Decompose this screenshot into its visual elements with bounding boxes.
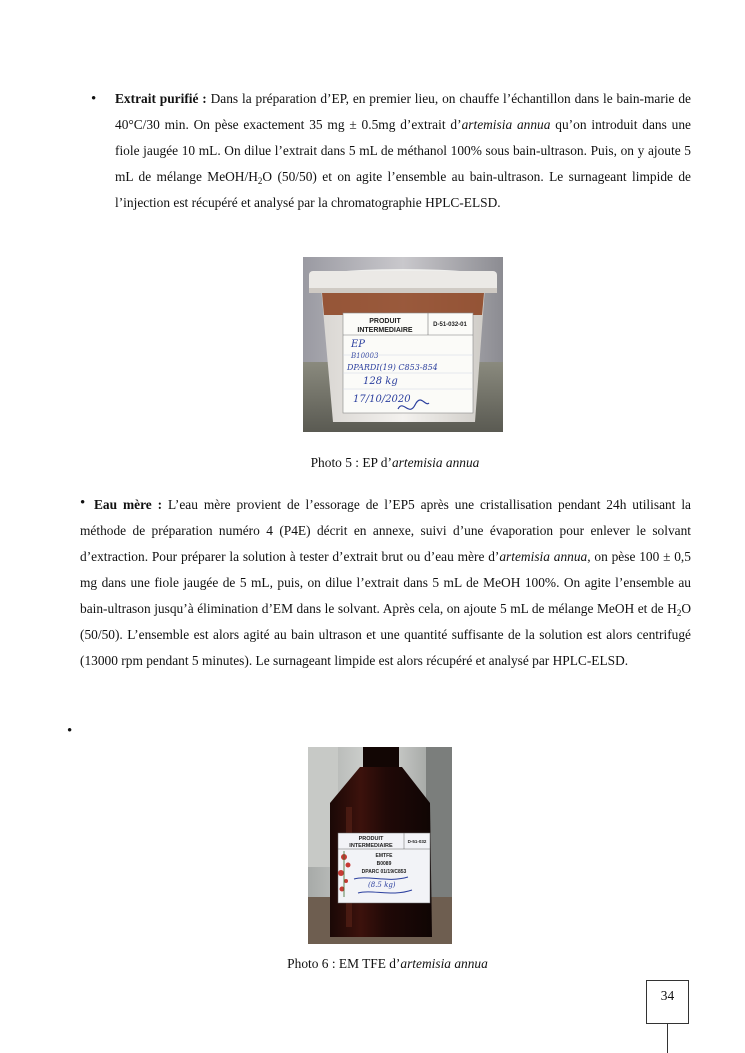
photo-em-bottle [308,747,452,944]
label-code: D-51-032 [407,839,427,844]
label-line: B0089 [376,861,392,867]
label-intermediaire: INTERMEDIAIRE [357,327,413,334]
photo-ep-container [303,257,503,432]
bottle-image [308,747,452,944]
bullet-1: • [91,91,97,107]
handwriting-line: B10003 [351,352,379,360]
page-number: 34 [660,988,675,1003]
handwriting-line: EP [351,339,366,350]
label-intermediaire: INTERMEDIAIRE [349,843,393,849]
handwriting-line: 128 kg [363,376,398,387]
label-produit: PRODUIT [358,836,384,842]
handwriting-line: (8.5 kg) [368,881,396,889]
label-code: D-51-032-01 [433,322,467,328]
label-line: DPARC 01/19/C853 [361,869,407,875]
label-line: EMTFE [375,853,393,859]
container-image [303,257,503,432]
paragraph-extrait-purifie: Extrait purifié : Dans la préparation d’EP, en premier lieu, on chauffe l’échantillon dans le bain-marie de 40°C/30 min. On pèse exactement 35 mg ± 0.5mg d’extrait d’artemisia annua qu’on introduit dans une fiole jaugée 10 mL. On dilue l’extrait dans 5 mL de méthanol 100% sous bain-ultrason. Puis, on y ajoute 5 mL de mélange MeOH/$H_2O$ (50/50) et on agite l’ensemble au bain-ultrason. Le surnageant limpide de l’injection est récupéré et analysé par la chromatographie HPLC-ELSD. [115,91,691,210]
label-extrait-purifie: Extrait purifié : [115,91,207,106]
page-number-line [667,1024,668,1053]
caption-photo-5: Photo 5 : EP d’artemisia annua [310,455,480,470]
empty-bullet: • [67,723,73,739]
label-produit: PRODUIT [369,318,401,325]
handwriting-line: 17/10/2020 [353,394,411,405]
label-eau-mere: Eau mère : [94,497,163,512]
caption-photo-6: Photo 6 : EM TFE d’artemisia annua [287,956,488,971]
handwriting-line: DPARDI(19) C853-854 [347,363,438,372]
page-number-box [646,980,689,1024]
bullet-2: • [80,495,86,511]
paragraph-eau-mere: Eau mère : L’eau mère provient de l’essorage de l’EP5 après une cristallisation pendant 24h utilisant la méthode de préparation numéro 4 (P4E) décrit en annexe, suivi d’une évaporation pour enlever le solvant d’extraction. Pour préparer la solution à tester d’extrait brut ou d’eau mère d’artemisia annua, on pèse 100 ± 0,5 mg dans une fiole jaugée de 5 mL, puis, on dilue l’extrait dans 5 mL de MeOH 100%. On agite l’ensemble au bain-ultrason jusqu’à élimination d’EM dans le solvant. Après cela, on ajoute 5 mL de mélange MeOH et de $H_2O$ (50/50). L’ensemble est alors agité au bain ultrason et une quantité suffisante de la solution est alors centrifugé (13000 rpm pendant 5 minutes). Le surnageant limpide est alors récupéré et analysé par HPLC-ELSD. [80,497,691,668]
